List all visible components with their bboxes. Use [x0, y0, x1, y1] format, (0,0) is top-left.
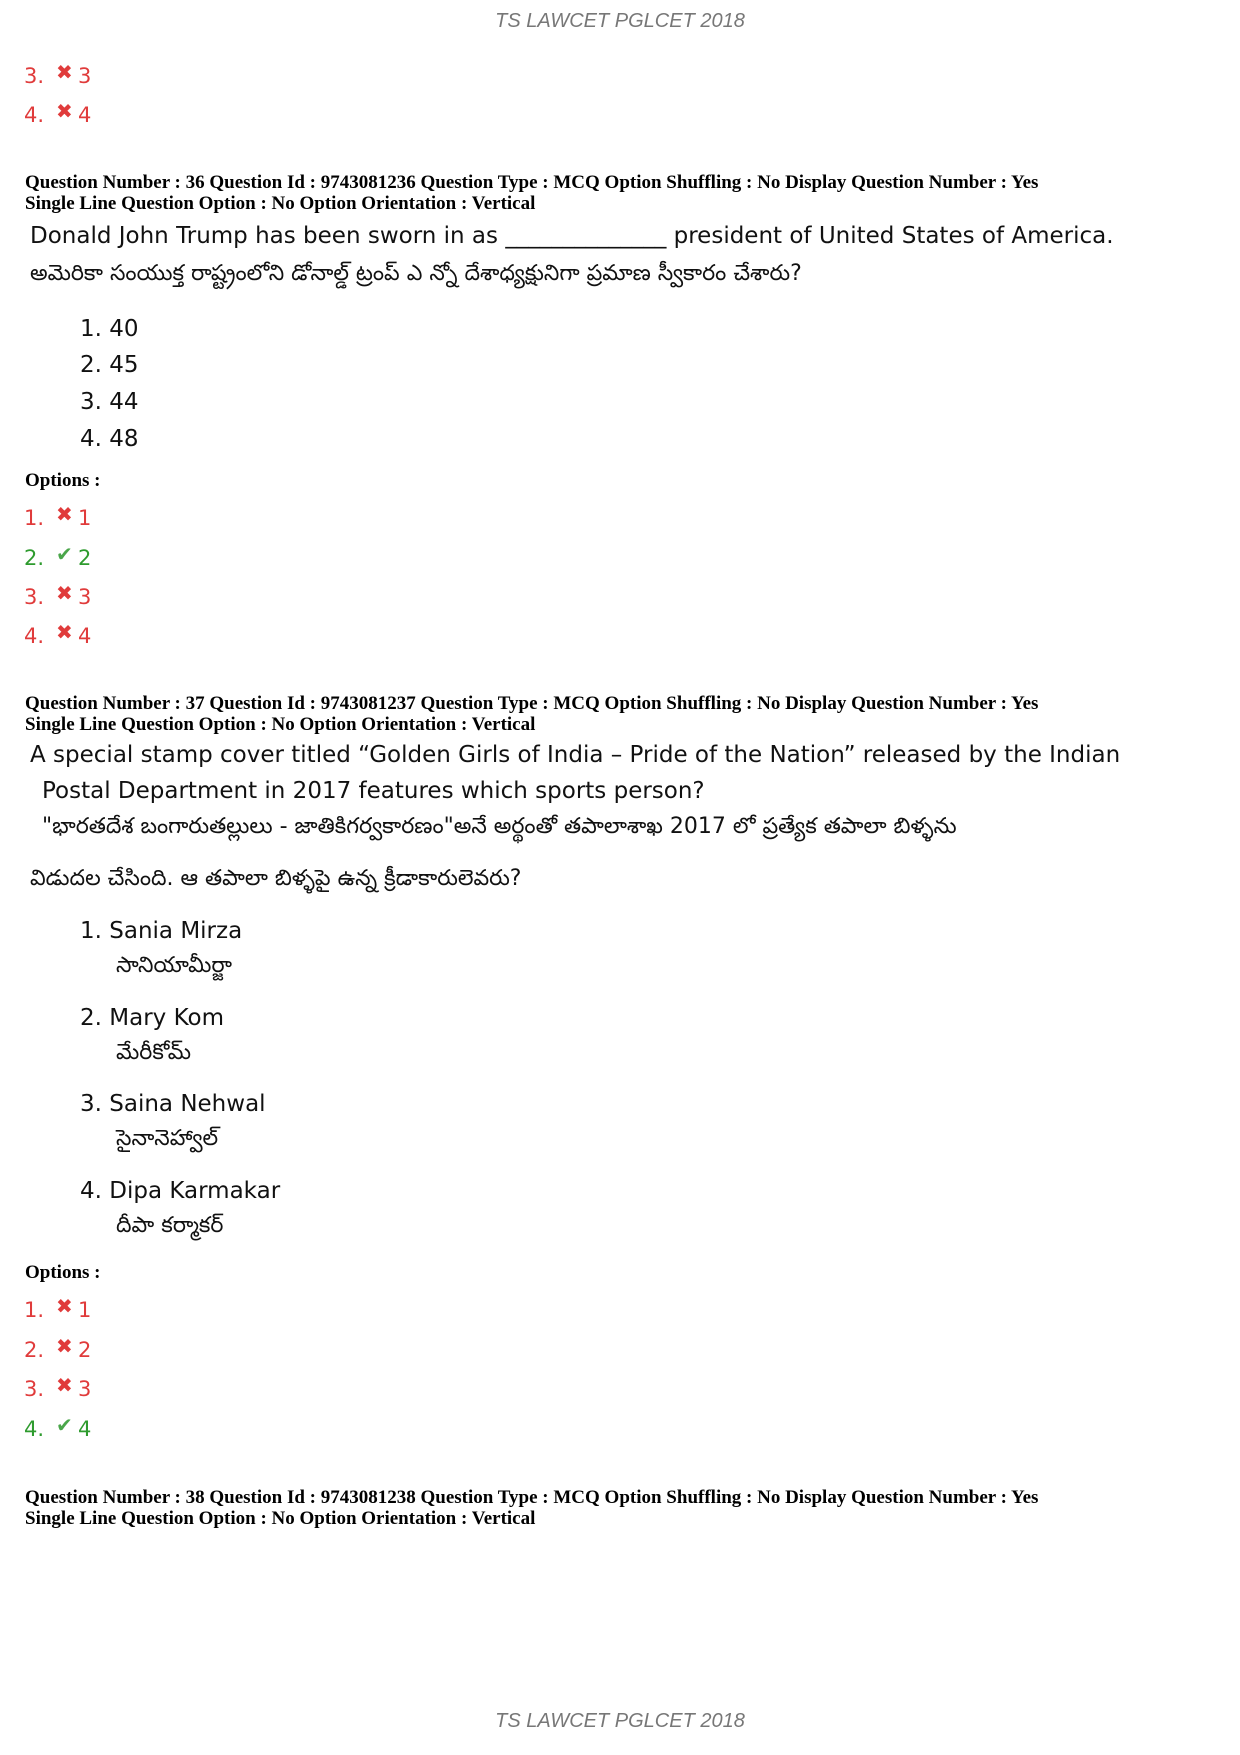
option-number: 1. — [24, 506, 45, 530]
option-value: 3 — [78, 585, 92, 609]
option-value: 4 — [78, 103, 92, 127]
cross-icon: ✖ — [56, 60, 73, 84]
option-value: 1 — [78, 1298, 92, 1322]
page-header: TS LAWCET PGLCET 2018 — [495, 10, 745, 32]
answer-choice: 3. 44 — [80, 389, 139, 415]
cross-icon: ✖ — [56, 620, 73, 644]
option-value: 2 — [78, 546, 92, 570]
options-label: Options : — [25, 1262, 101, 1283]
cross-icon: ✖ — [56, 99, 73, 123]
option-value: 2 — [78, 1338, 92, 1362]
answer-choice: 2. 45 — [80, 352, 139, 378]
option-number: 1. — [24, 1298, 45, 1322]
option-number: 4. — [24, 103, 45, 127]
page-footer: TS LAWCET PGLCET 2018 — [495, 1710, 745, 1732]
option-row — [24, 618, 91, 650]
option-number: 3. — [24, 64, 45, 88]
answer-choice: 4. 48 — [80, 426, 139, 452]
question-meta-line1: Question Number : 37 Question Id : 9743081237 Question Type : MCQ Option Shuffling : No Display Question Number : Yes — [25, 693, 1039, 714]
option-row — [24, 1411, 91, 1443]
option-value: 3 — [78, 1377, 92, 1401]
question-text-telugu-line2: విడుదల చేసింది. ఆ తపాలా బిళ్ళపై ఉన్న క్రీడాకారులెవరు? — [30, 866, 522, 891]
option-number: 2. — [24, 1338, 45, 1362]
question-meta-line2: Single Line Question Option : No Option Orientation : Vertical — [25, 1508, 536, 1529]
answer-choice: 1. 40 — [80, 316, 139, 342]
question-text-telugu-line1: "భారతదేశ బంగారుతల్లులు - జాతికిగర్వకారణం"అనే అర్థంతో తపాలాశాఖ 2017 లో ప్రత్యేక తపాలా బిళ్ళను — [42, 814, 957, 839]
option-value: 3 — [78, 64, 92, 88]
option-row — [24, 1371, 91, 1403]
question-text-telugu: అమెరికా సంయుక్త రాష్ట్రంలోని డోనాల్డ్ ట్రంప్ ఎ న్నో దేశాధ్యక్షునిగా ప్రమాణ స్వీకారం చేశారు? — [30, 261, 802, 286]
answer-choice-english: 3. Saina Nehwal — [80, 1091, 266, 1117]
option-row — [24, 540, 91, 572]
question-meta-line2: Single Line Question Option : No Option Orientation : Vertical — [25, 714, 536, 735]
cross-icon: ✖ — [56, 502, 73, 526]
option-row — [24, 97, 91, 129]
option-value: 4 — [78, 624, 92, 648]
cross-icon: ✖ — [56, 1373, 73, 1397]
answer-choice-telugu: మేరీకోమ్ — [116, 1040, 192, 1065]
option-number: 3. — [24, 1377, 45, 1401]
option-value: 4 — [78, 1417, 92, 1441]
question-text-english-line2: Postal Department in 2017 features which sports person? — [42, 778, 705, 804]
option-number: 3. — [24, 585, 45, 609]
option-number: 4. — [24, 624, 45, 648]
cross-icon: ✖ — [56, 1294, 73, 1318]
option-number: 4. — [24, 1417, 45, 1441]
option-value: 1 — [78, 506, 92, 530]
question-meta-line2: Single Line Question Option : No Option Orientation : Vertical — [25, 193, 536, 214]
answer-choice-telugu: సైనానెహ్వాల్ — [116, 1126, 219, 1151]
cross-icon: ✖ — [56, 1334, 73, 1358]
check-icon: ✔ — [56, 542, 73, 566]
question-meta-line1: Question Number : 38 Question Id : 9743081238 Question Type : MCQ Option Shuffling : No Display Question Number : Yes — [25, 1487, 1039, 1508]
check-icon: ✔ — [56, 1413, 73, 1437]
option-row — [24, 579, 91, 611]
cross-icon: ✖ — [56, 581, 73, 605]
question-text-english: Donald John Trump has been sworn in as ______________ president of United States of America. — [30, 223, 1114, 249]
question-text-english-line1: A special stamp cover titled “Golden Girls of India – Pride of the Nation” released by the Indian — [30, 742, 1121, 768]
option-row — [24, 500, 91, 532]
option-number: 2. — [24, 546, 45, 570]
answer-choice-english: 2. Mary Kom — [80, 1005, 224, 1031]
answer-choice-english: 4. Dipa Karmakar — [80, 1178, 281, 1204]
answer-choice-telugu: సానియామీర్జా — [116, 953, 233, 978]
answer-choice-english: 1. Sania Mirza — [80, 918, 243, 944]
option-row — [24, 1332, 91, 1364]
option-row — [24, 1292, 91, 1324]
option-row — [24, 58, 91, 90]
question-meta-line1: Question Number : 36 Question Id : 9743081236 Question Type : MCQ Option Shuffling : No Display Question Number : Yes — [25, 172, 1039, 193]
answer-choice-telugu: దీపా కర్మాకర్ — [116, 1213, 224, 1238]
options-label: Options : — [25, 470, 101, 491]
